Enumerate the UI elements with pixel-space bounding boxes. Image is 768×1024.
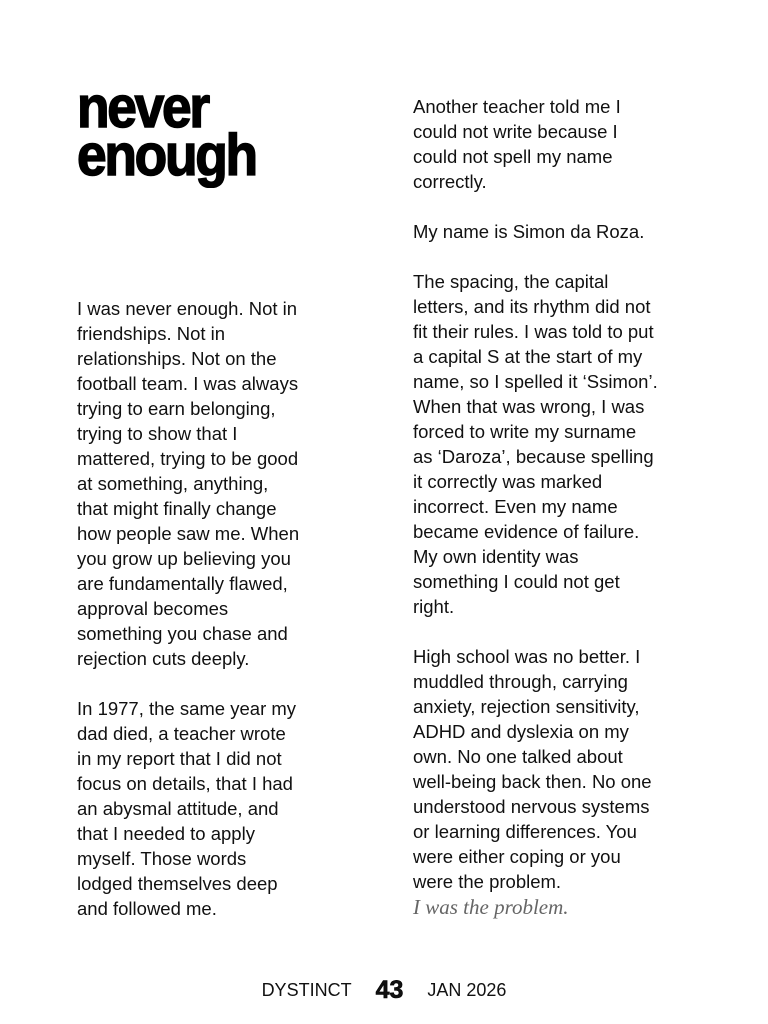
text-line: When that was wrong, I was: [413, 396, 645, 417]
text-line: Another teacher told me I: [413, 96, 621, 117]
text-line: a capital S at the start of my: [413, 346, 643, 367]
text-line: forced to write my surname: [413, 421, 637, 442]
text-line: trying to earn belonging,: [77, 398, 276, 419]
text-line: correctly.: [413, 171, 487, 192]
text-line: are fundamentally flawed,: [77, 573, 288, 594]
text-line: that might finally change: [77, 498, 277, 519]
text-line: approval becomes: [77, 598, 229, 619]
text-line: I was never enough. Not in: [77, 298, 298, 319]
text-line: My name is Simon da Roza.: [413, 221, 645, 242]
text-line: dad died, a teacher wrote: [77, 723, 286, 744]
text-line: or learning differences. You: [413, 821, 637, 842]
text-line: understood nervous systems: [413, 796, 650, 817]
text-line: something I could not get: [413, 571, 620, 592]
title-line: enough: [77, 123, 256, 188]
title-line: never: [77, 75, 208, 140]
text-line: trying to show that I: [77, 423, 238, 444]
left-column: [77, 296, 367, 946]
page-footer: [0, 976, 768, 1005]
text-line: that I needed to apply: [77, 823, 255, 844]
text-line: fit their rules. I was told to put: [413, 321, 654, 342]
text-line: as ‘Daroza’, because spelling: [413, 446, 654, 467]
text-line: football team. I was always: [77, 373, 299, 394]
text-line: you grow up believing you: [77, 548, 291, 569]
text-line: myself. Those words: [77, 848, 247, 869]
body-paragraph: [413, 94, 703, 194]
issue-date: JAN 2026: [427, 980, 507, 1000]
text-line: right.: [413, 596, 455, 617]
text-line: how people saw me. When: [77, 523, 300, 544]
text-line: at something, anything,: [77, 473, 269, 494]
text-line: well-being back then. No one: [413, 771, 652, 792]
text-line: could not spell my name: [413, 146, 613, 167]
text-line: in my report that I did not: [77, 748, 282, 769]
text-line: In 1977, the same year my: [77, 698, 297, 719]
body-paragraph: [77, 296, 367, 671]
text-line: friendships. Not in: [77, 323, 226, 344]
page-number: 43: [375, 976, 404, 1004]
text-line: own. No one talked about: [413, 746, 623, 767]
right-column: [413, 94, 703, 922]
publication-name: DYSTINCT: [261, 980, 352, 1000]
text-line: anxiety, rejection sensitivity,: [413, 696, 640, 717]
body-paragraph: [77, 696, 367, 921]
body-paragraph: [413, 219, 703, 244]
body-paragraph: [413, 269, 703, 619]
text-line: could not write because I: [413, 121, 618, 142]
text-line: letters, and its rhythm did not: [413, 296, 651, 317]
text-line: incorrect. Even my name: [413, 496, 618, 517]
text-line: were the problem.: [413, 871, 562, 892]
text-line: The spacing, the capital: [413, 271, 609, 292]
text-line: relationships. Not on the: [77, 348, 277, 369]
text-line: High school was no better. I: [413, 646, 641, 667]
text-line: lodged themselves deep: [77, 873, 278, 894]
text-line: focus on details, that I had: [77, 773, 293, 794]
text-line: mattered, trying to be good: [77, 448, 299, 469]
text-line: muddled through, carrying: [413, 671, 628, 692]
text-line: it correctly was marked: [413, 471, 603, 492]
text-line: My own identity was: [413, 546, 579, 567]
text-line: were either coping or you: [413, 846, 621, 867]
text-line: an abysmal attitude, and: [77, 798, 279, 819]
text-line: rejection cuts deeply.: [77, 648, 250, 669]
pull-quote: I was the problem.: [413, 895, 569, 919]
text-line: name, so I spelled it ‘Ssimon’.: [413, 371, 658, 392]
body-paragraph: [413, 644, 703, 894]
article-title: [77, 75, 256, 188]
text-line: ADHD and dyslexia on my: [413, 721, 629, 742]
text-line: and followed me.: [77, 898, 217, 919]
text-line: something you chase and: [77, 623, 288, 644]
text-line: became evidence of failure.: [413, 521, 640, 542]
